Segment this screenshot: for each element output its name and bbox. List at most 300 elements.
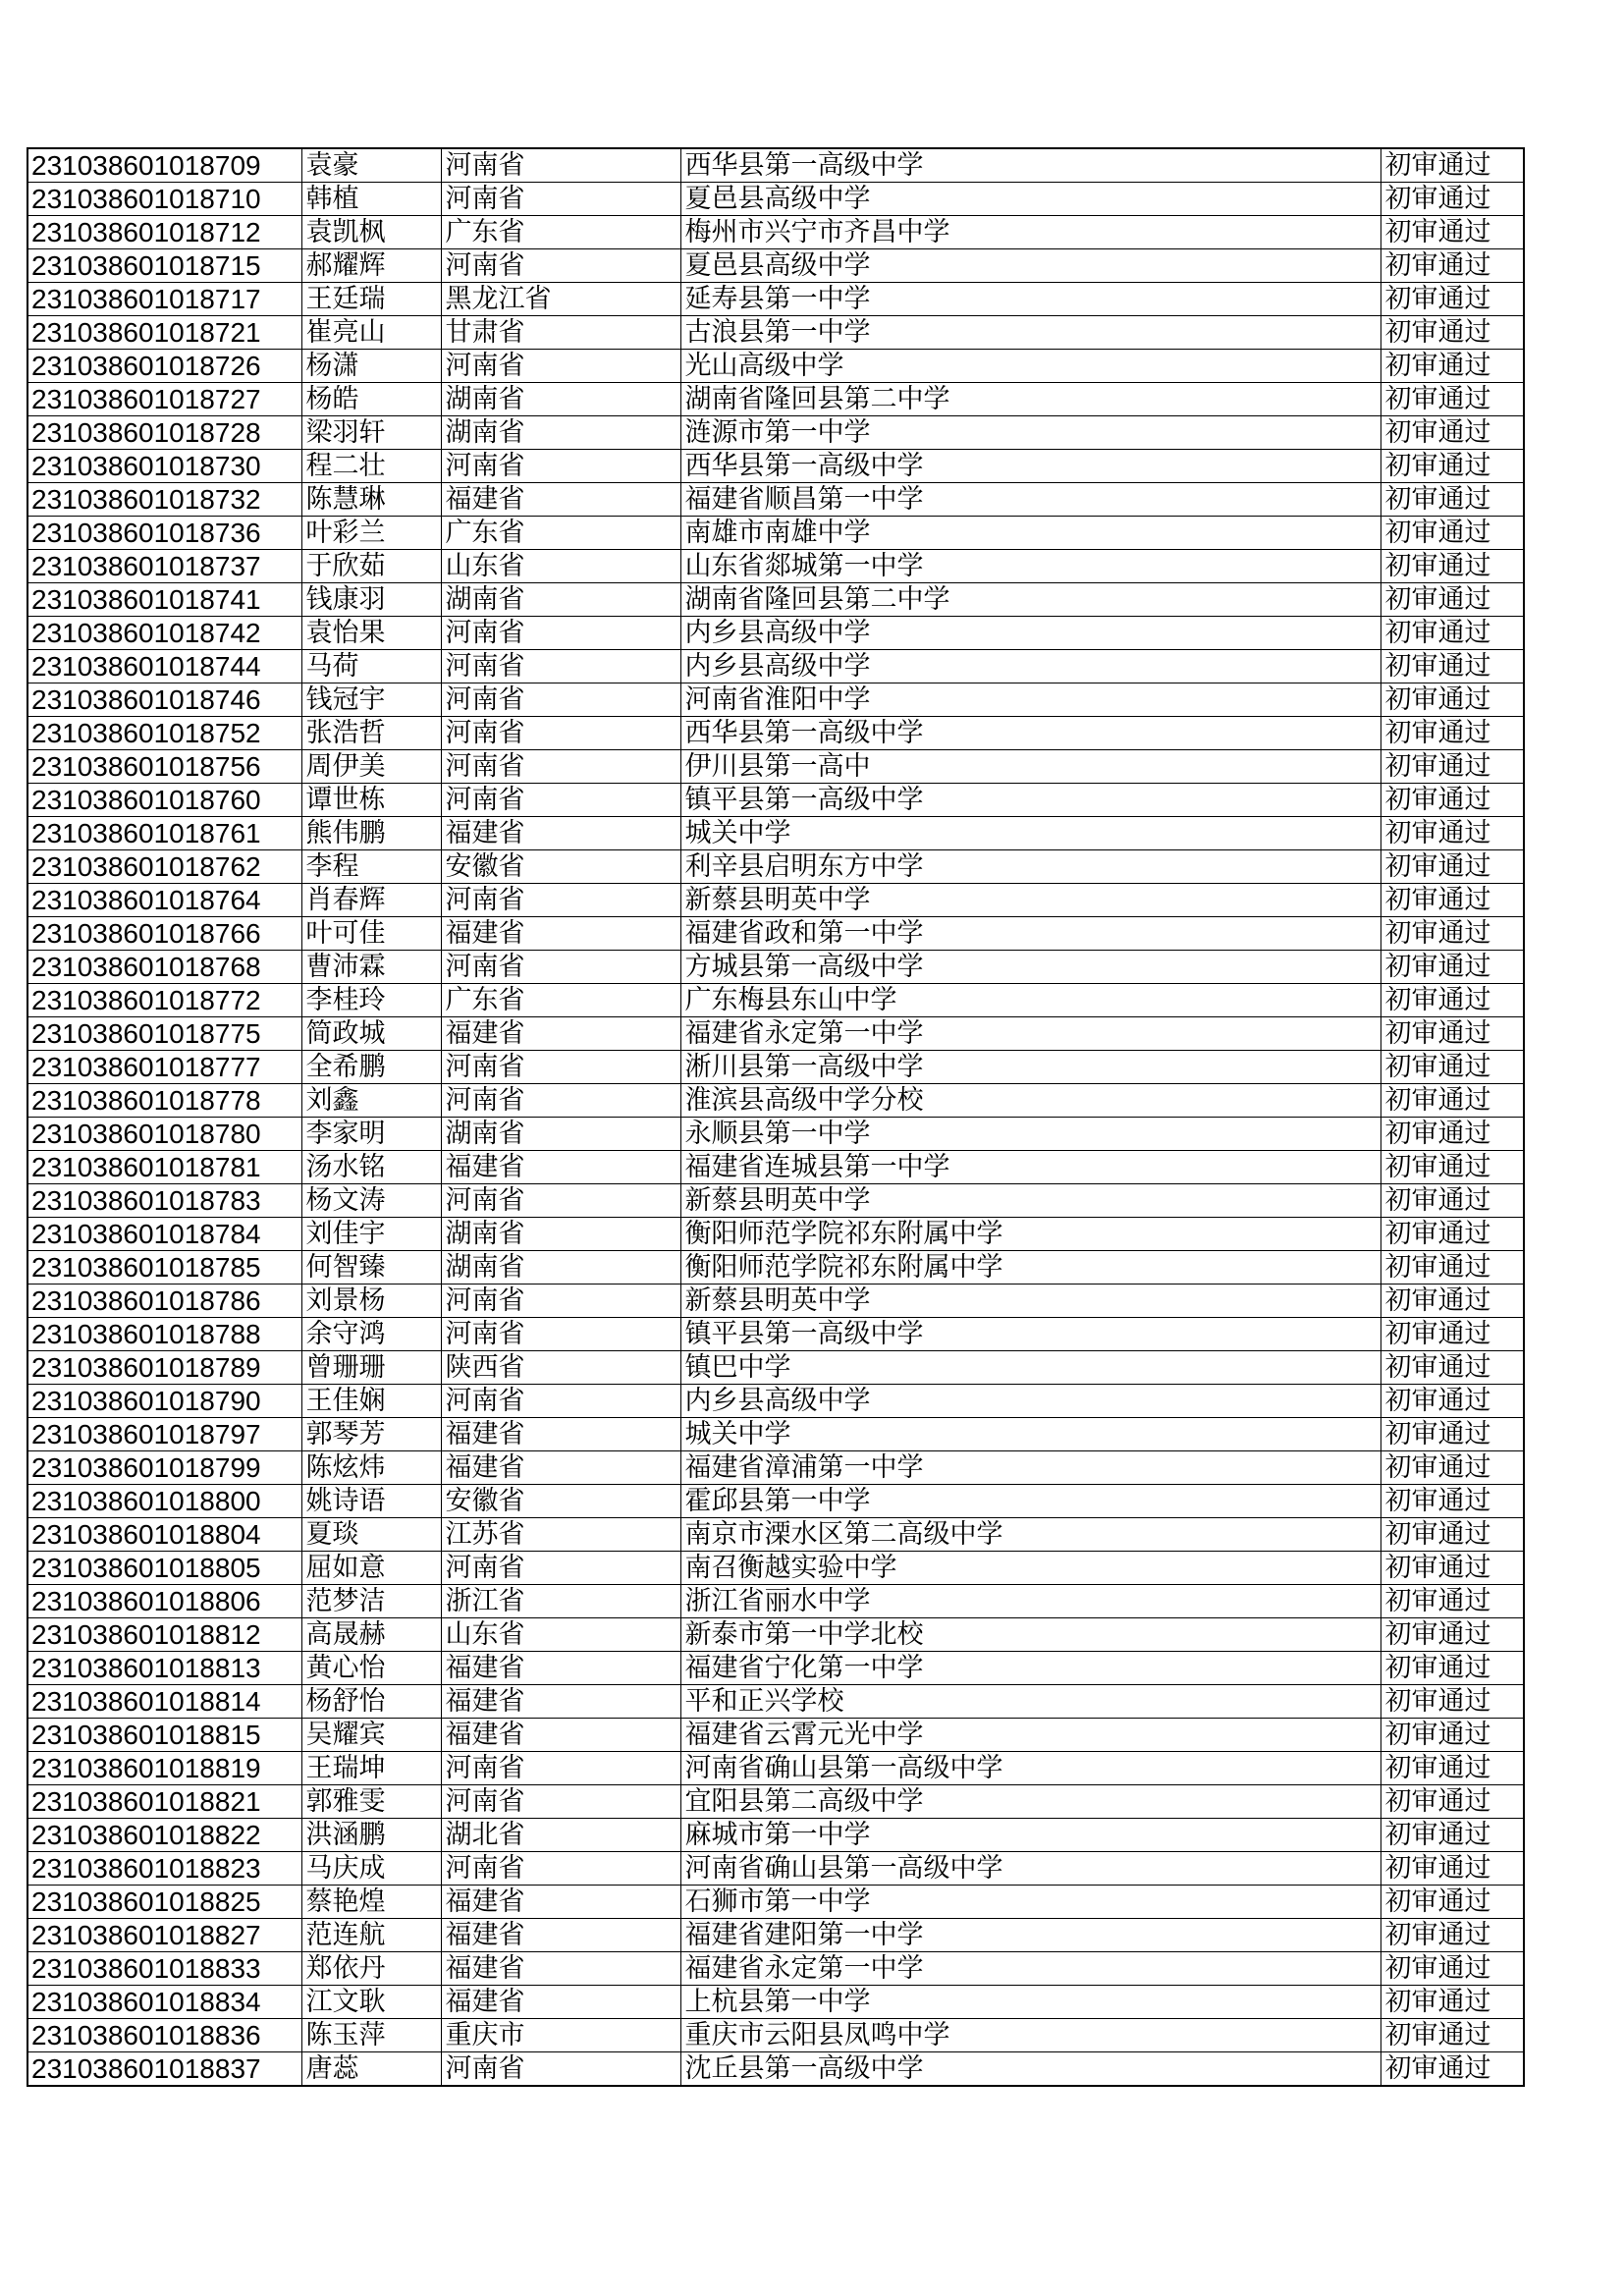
province-cell: 河南省 (441, 1285, 680, 1318)
student-name-cell: 袁凯枫 (301, 216, 441, 249)
student-name-cell: 杨舒怡 (301, 1685, 441, 1719)
student-name-cell: 李桂玲 (301, 984, 441, 1017)
registration-id-cell: 231038601018799 (27, 1451, 301, 1485)
table-row (27, 1852, 1524, 1886)
student-name-cell: 韩植 (301, 183, 441, 216)
table-row (27, 1017, 1524, 1051)
table-row (27, 1719, 1524, 1752)
school-cell: 石狮市第一中学 (680, 1886, 1380, 1919)
province-cell: 河南省 (441, 450, 680, 483)
province-cell: 江苏省 (441, 1518, 680, 1552)
review-status-cell: 初审通过 (1380, 1251, 1524, 1285)
student-name-cell: 马庆成 (301, 1852, 441, 1886)
province-cell: 河南省 (441, 1051, 680, 1084)
province-cell: 福建省 (441, 1886, 680, 1919)
school-cell: 福建省永定第一中学 (680, 1952, 1380, 1986)
registration-id-cell: 231038601018760 (27, 784, 301, 817)
registration-id-cell: 231038601018761 (27, 817, 301, 850)
review-status-cell: 初审通过 (1380, 2019, 1524, 2052)
student-name-cell: 肖春辉 (301, 884, 441, 917)
table-row (27, 683, 1524, 717)
school-cell: 上杭县第一中学 (680, 1986, 1380, 2019)
school-cell: 内乡县高级中学 (680, 617, 1380, 650)
province-cell: 广东省 (441, 984, 680, 1017)
registration-id-cell: 231038601018815 (27, 1719, 301, 1752)
table-row (27, 1886, 1524, 1919)
table-row (27, 1351, 1524, 1385)
table-row (27, 216, 1524, 249)
table-row (27, 917, 1524, 951)
province-cell: 福建省 (441, 1719, 680, 1752)
province-cell: 河南省 (441, 1552, 680, 1585)
table-row (27, 416, 1524, 450)
school-cell: 福建省漳浦第一中学 (680, 1451, 1380, 1485)
school-cell: 福建省建阳第一中学 (680, 1919, 1380, 1952)
registration-id-cell: 231038601018812 (27, 1618, 301, 1652)
review-status-cell: 初审通过 (1380, 583, 1524, 617)
province-cell: 山东省 (441, 550, 680, 583)
school-cell: 镇平县第一高级中学 (680, 1318, 1380, 1351)
table-row (27, 717, 1524, 750)
student-name-cell: 周伊美 (301, 750, 441, 784)
review-status-cell: 初审通过 (1380, 650, 1524, 683)
province-cell: 福建省 (441, 1017, 680, 1051)
table-row (27, 1385, 1524, 1418)
school-cell: 平和正兴学校 (680, 1685, 1380, 1719)
registration-id-cell: 231038601018786 (27, 1285, 301, 1318)
review-status-cell: 初审通过 (1380, 416, 1524, 450)
school-cell: 南雄市南雄中学 (680, 517, 1380, 550)
school-cell: 福建省永定第一中学 (680, 1017, 1380, 1051)
review-status-cell: 初审通过 (1380, 1218, 1524, 1251)
review-status-cell: 初审通过 (1380, 1118, 1524, 1151)
registration-id-cell: 231038601018834 (27, 1986, 301, 2019)
student-name-cell: 曹沛霖 (301, 951, 441, 984)
province-cell: 湖南省 (441, 583, 680, 617)
review-status-cell: 初审通过 (1380, 1451, 1524, 1485)
review-status-cell: 初审通过 (1380, 1351, 1524, 1385)
review-status-cell: 初审通过 (1380, 216, 1524, 249)
school-cell: 福建省顺昌第一中学 (680, 483, 1380, 517)
review-status-cell: 初审通过 (1380, 148, 1524, 183)
school-cell: 内乡县高级中学 (680, 650, 1380, 683)
table-row (27, 951, 1524, 984)
registration-id-cell: 231038601018833 (27, 1952, 301, 1986)
table-row (27, 1685, 1524, 1719)
table-row (27, 1919, 1524, 1952)
school-cell: 福建省政和第一中学 (680, 917, 1380, 951)
registration-id-cell: 231038601018797 (27, 1418, 301, 1451)
school-cell: 新蔡县明英中学 (680, 1285, 1380, 1318)
table-row (27, 650, 1524, 683)
table-row (27, 984, 1524, 1017)
table-row (27, 1084, 1524, 1118)
review-status-cell: 初审通过 (1380, 1685, 1524, 1719)
table-row (27, 1752, 1524, 1785)
review-status-cell: 初审通过 (1380, 450, 1524, 483)
review-status-cell: 初审通过 (1380, 750, 1524, 784)
province-cell: 重庆市 (441, 2019, 680, 2052)
registration-id-cell: 231038601018775 (27, 1017, 301, 1051)
school-cell: 方城县第一高级中学 (680, 951, 1380, 984)
registration-id-cell: 231038601018777 (27, 1051, 301, 1084)
registration-id-cell: 231038601018732 (27, 483, 301, 517)
province-cell: 河南省 (441, 1752, 680, 1785)
table-row (27, 784, 1524, 817)
student-name-cell: 崔亮山 (301, 316, 441, 350)
province-cell: 福建省 (441, 1451, 680, 1485)
school-cell: 福建省宁化第一中学 (680, 1652, 1380, 1685)
province-cell: 湖南省 (441, 1251, 680, 1285)
school-cell: 沈丘县第一高级中学 (680, 2052, 1380, 2087)
student-name-cell: 洪涵鹏 (301, 1819, 441, 1852)
school-cell: 南召衡越实验中学 (680, 1552, 1380, 1585)
student-name-cell: 郝耀辉 (301, 249, 441, 283)
school-cell: 宜阳县第二高级中学 (680, 1785, 1380, 1819)
registration-id-cell: 231038601018741 (27, 583, 301, 617)
student-name-cell: 夏琰 (301, 1518, 441, 1552)
review-status-cell: 初审通过 (1380, 1318, 1524, 1351)
student-name-cell: 杨文涛 (301, 1184, 441, 1218)
registration-id-cell: 231038601018827 (27, 1919, 301, 1952)
province-cell: 河南省 (441, 1785, 680, 1819)
school-cell: 重庆市云阳县凤鸣中学 (680, 2019, 1380, 2052)
student-name-cell: 高晟赫 (301, 1618, 441, 1652)
province-cell: 河南省 (441, 884, 680, 917)
registration-id-cell: 231038601018783 (27, 1184, 301, 1218)
school-cell: 夏邑县高级中学 (680, 249, 1380, 283)
school-cell: 涟源市第一中学 (680, 416, 1380, 450)
review-status-cell: 初审通过 (1380, 550, 1524, 583)
province-cell: 黑龙江省 (441, 283, 680, 316)
school-cell: 西华县第一高级中学 (680, 717, 1380, 750)
table-row (27, 316, 1524, 350)
review-status-cell: 初审通过 (1380, 1752, 1524, 1785)
review-status-cell: 初审通过 (1380, 951, 1524, 984)
registration-id-cell: 231038601018736 (27, 517, 301, 550)
province-cell: 广东省 (441, 517, 680, 550)
review-status-cell: 初审通过 (1380, 884, 1524, 917)
table-row (27, 884, 1524, 917)
school-cell: 衡阳师范学院祁东附属中学 (680, 1218, 1380, 1251)
registration-id-cell: 231038601018804 (27, 1518, 301, 1552)
registration-id-cell: 231038601018789 (27, 1351, 301, 1385)
table-row (27, 249, 1524, 283)
province-cell: 湖北省 (441, 1819, 680, 1852)
student-name-cell: 程二壮 (301, 450, 441, 483)
registration-id-cell: 231038601018836 (27, 2019, 301, 2052)
province-cell: 广东省 (441, 216, 680, 249)
province-cell: 河南省 (441, 183, 680, 216)
table-row (27, 283, 1524, 316)
table-row (27, 817, 1524, 850)
province-cell: 河南省 (441, 148, 680, 183)
registration-id-cell: 231038601018717 (27, 283, 301, 316)
registration-id-cell: 231038601018780 (27, 1118, 301, 1151)
province-cell: 湖南省 (441, 1218, 680, 1251)
table-row (27, 148, 1524, 183)
school-cell: 城关中学 (680, 1418, 1380, 1451)
school-cell: 新泰市第一中学北校 (680, 1618, 1380, 1652)
registration-id-cell: 231038601018814 (27, 1685, 301, 1719)
school-cell: 淮滨县高级中学分校 (680, 1084, 1380, 1118)
review-status-cell: 初审通过 (1380, 1785, 1524, 1819)
review-status-cell: 初审通过 (1380, 1017, 1524, 1051)
school-cell: 浙江省丽水中学 (680, 1585, 1380, 1618)
student-name-cell: 钱康羽 (301, 583, 441, 617)
registration-id-cell: 231038601018721 (27, 316, 301, 350)
student-name-cell: 杨潇 (301, 350, 441, 383)
school-cell: 利辛县启明东方中学 (680, 850, 1380, 884)
student-name-cell: 全希鹏 (301, 1051, 441, 1084)
table-row (27, 350, 1524, 383)
school-cell: 新蔡县明英中学 (680, 1184, 1380, 1218)
school-cell: 南京市溧水区第二高级中学 (680, 1518, 1380, 1552)
registration-id-cell: 231038601018784 (27, 1218, 301, 1251)
student-name-cell: 姚诗语 (301, 1485, 441, 1518)
registration-id-cell: 231038601018785 (27, 1251, 301, 1285)
province-cell: 河南省 (441, 1184, 680, 1218)
student-name-cell: 范梦洁 (301, 1585, 441, 1618)
registration-id-cell: 231038601018825 (27, 1886, 301, 1919)
review-status-cell: 初审通过 (1380, 1151, 1524, 1184)
student-name-cell: 刘景杨 (301, 1285, 441, 1318)
registration-id-cell: 231038601018788 (27, 1318, 301, 1351)
student-name-cell: 范连航 (301, 1919, 441, 1952)
registration-id-cell: 231038601018727 (27, 383, 301, 416)
table-row (27, 1952, 1524, 1986)
province-cell: 福建省 (441, 1986, 680, 2019)
school-cell: 伊川县第一高中 (680, 750, 1380, 784)
student-name-cell: 杨皓 (301, 383, 441, 416)
review-status-cell: 初审通过 (1380, 1418, 1524, 1451)
review-status-cell: 初审通过 (1380, 2052, 1524, 2087)
student-name-cell: 屈如意 (301, 1552, 441, 1585)
table-row (27, 583, 1524, 617)
table-row (27, 617, 1524, 650)
registration-id-cell: 231038601018800 (27, 1485, 301, 1518)
school-cell: 湖南省隆回县第二中学 (680, 583, 1380, 617)
registration-id-cell: 231038601018823 (27, 1852, 301, 1886)
registration-id-cell: 231038601018778 (27, 1084, 301, 1118)
province-cell: 河南省 (441, 1318, 680, 1351)
student-name-cell: 王廷瑞 (301, 283, 441, 316)
student-name-cell: 汤水铭 (301, 1151, 441, 1184)
table-row (27, 1618, 1524, 1652)
school-cell: 梅州市兴宁市齐昌中学 (680, 216, 1380, 249)
student-name-cell: 王瑞坤 (301, 1752, 441, 1785)
school-cell: 新蔡县明英中学 (680, 884, 1380, 917)
school-cell: 延寿县第一中学 (680, 283, 1380, 316)
school-cell: 西华县第一高级中学 (680, 148, 1380, 183)
province-cell: 河南省 (441, 249, 680, 283)
province-cell: 福建省 (441, 817, 680, 850)
province-cell: 河南省 (441, 951, 680, 984)
registration-id-cell: 231038601018709 (27, 148, 301, 183)
review-status-cell: 初审通过 (1380, 1952, 1524, 1986)
registration-id-cell: 231038601018790 (27, 1385, 301, 1418)
registration-id-cell: 231038601018772 (27, 984, 301, 1017)
student-name-cell: 李家明 (301, 1118, 441, 1151)
review-status-cell: 初审通过 (1380, 517, 1524, 550)
province-cell: 河南省 (441, 750, 680, 784)
review-status-cell: 初审通过 (1380, 817, 1524, 850)
review-status-cell: 初审通过 (1380, 984, 1524, 1017)
review-status-cell: 初审通过 (1380, 1719, 1524, 1752)
school-cell: 福建省连城县第一中学 (680, 1151, 1380, 1184)
school-cell: 霍邱县第一中学 (680, 1485, 1380, 1518)
table-row (27, 1819, 1524, 1852)
school-cell: 广东梅县东山中学 (680, 984, 1380, 1017)
school-cell: 湖南省隆回县第二中学 (680, 383, 1380, 416)
review-status-cell: 初审通过 (1380, 850, 1524, 884)
review-status-cell: 初审通过 (1380, 383, 1524, 416)
province-cell: 福建省 (441, 1952, 680, 1986)
school-cell: 镇巴中学 (680, 1351, 1380, 1385)
school-cell: 河南省淮阳中学 (680, 683, 1380, 717)
student-name-cell: 余守鸿 (301, 1318, 441, 1351)
review-status-cell: 初审通过 (1380, 1886, 1524, 1919)
province-cell: 河南省 (441, 650, 680, 683)
review-status-cell: 初审通过 (1380, 1184, 1524, 1218)
school-cell: 光山高级中学 (680, 350, 1380, 383)
table-row (27, 1652, 1524, 1685)
registration-id-cell: 231038601018730 (27, 450, 301, 483)
review-status-cell: 初审通过 (1380, 1652, 1524, 1685)
school-cell: 福建省云霄元光中学 (680, 1719, 1380, 1752)
province-cell: 安徽省 (441, 1485, 680, 1518)
province-cell: 福建省 (441, 1418, 680, 1451)
table-row (27, 2052, 1524, 2087)
table-row (27, 1451, 1524, 1485)
province-cell: 陕西省 (441, 1351, 680, 1385)
student-name-cell: 袁怡果 (301, 617, 441, 650)
table-row (27, 1218, 1524, 1251)
student-name-cell: 王佳娴 (301, 1385, 441, 1418)
registration-id-cell: 231038601018766 (27, 917, 301, 951)
student-name-cell: 唐蕊 (301, 2052, 441, 2087)
student-name-cell: 吴耀宾 (301, 1719, 441, 1752)
student-name-cell: 谭世栋 (301, 784, 441, 817)
school-cell: 内乡县高级中学 (680, 1385, 1380, 1418)
registration-id-cell: 231038601018715 (27, 249, 301, 283)
student-name-cell: 简政城 (301, 1017, 441, 1051)
province-cell: 河南省 (441, 2052, 680, 2087)
review-status-cell: 初审通过 (1380, 1852, 1524, 1886)
school-cell: 淅川县第一高级中学 (680, 1051, 1380, 1084)
review-status-cell: 初审通过 (1380, 283, 1524, 316)
review-status-cell: 初审通过 (1380, 784, 1524, 817)
student-name-cell: 黄心怡 (301, 1652, 441, 1685)
province-cell: 湖南省 (441, 1118, 680, 1151)
table-row (27, 517, 1524, 550)
province-cell: 福建省 (441, 1919, 680, 1952)
review-status-cell: 初审通过 (1380, 1385, 1524, 1418)
registration-id-cell: 231038601018726 (27, 350, 301, 383)
province-cell: 浙江省 (441, 1585, 680, 1618)
review-status-cell: 初审通过 (1380, 1986, 1524, 2019)
registration-id-cell: 231038601018768 (27, 951, 301, 984)
table-row (27, 1518, 1524, 1552)
registration-id-cell: 231038601018822 (27, 1819, 301, 1852)
table-row (27, 1552, 1524, 1585)
student-name-cell: 熊伟鹏 (301, 817, 441, 850)
student-name-cell: 郭琴芳 (301, 1418, 441, 1451)
school-cell: 城关中学 (680, 817, 1380, 850)
review-status-cell: 初审通过 (1380, 350, 1524, 383)
registration-id-cell: 231038601018712 (27, 216, 301, 249)
results-table-body (27, 148, 1524, 2086)
student-name-cell: 叶可佳 (301, 917, 441, 951)
review-status-cell: 初审通过 (1380, 316, 1524, 350)
student-name-cell: 郑依丹 (301, 1952, 441, 1986)
review-status-cell: 初审通过 (1380, 1285, 1524, 1318)
school-cell: 山东省郯城第一中学 (680, 550, 1380, 583)
review-status-cell: 初审通过 (1380, 617, 1524, 650)
table-row (27, 1184, 1524, 1218)
registration-id-cell: 231038601018746 (27, 683, 301, 717)
registration-id-cell: 231038601018837 (27, 2052, 301, 2087)
review-status-cell: 初审通过 (1380, 483, 1524, 517)
province-cell: 福建省 (441, 1151, 680, 1184)
table-row (27, 1485, 1524, 1518)
student-name-cell: 何智臻 (301, 1251, 441, 1285)
results-table (27, 147, 1525, 2087)
province-cell: 湖南省 (441, 416, 680, 450)
table-row (27, 1418, 1524, 1451)
student-name-cell: 张浩哲 (301, 717, 441, 750)
table-row (27, 183, 1524, 216)
student-name-cell: 曾珊珊 (301, 1351, 441, 1385)
review-status-cell: 初审通过 (1380, 1485, 1524, 1518)
school-cell: 古浪县第一中学 (680, 316, 1380, 350)
review-status-cell: 初审通过 (1380, 1819, 1524, 1852)
review-status-cell: 初审通过 (1380, 1919, 1524, 1952)
registration-id-cell: 231038601018764 (27, 884, 301, 917)
review-status-cell: 初审通过 (1380, 249, 1524, 283)
province-cell: 福建省 (441, 1685, 680, 1719)
province-cell: 河南省 (441, 1385, 680, 1418)
student-name-cell: 陈慧琳 (301, 483, 441, 517)
review-status-cell: 初审通过 (1380, 1552, 1524, 1585)
registration-id-cell: 231038601018728 (27, 416, 301, 450)
table-row (27, 1318, 1524, 1351)
student-name-cell: 刘佳宇 (301, 1218, 441, 1251)
student-name-cell: 李程 (301, 850, 441, 884)
school-cell: 永顺县第一中学 (680, 1118, 1380, 1151)
student-name-cell: 陈炫炜 (301, 1451, 441, 1485)
student-name-cell: 于欣茹 (301, 550, 441, 583)
student-name-cell: 蔡艳煌 (301, 1886, 441, 1919)
province-cell: 福建省 (441, 917, 680, 951)
table-row (27, 1118, 1524, 1151)
province-cell: 河南省 (441, 784, 680, 817)
table-row (27, 2019, 1524, 2052)
registration-id-cell: 231038601018806 (27, 1585, 301, 1618)
review-status-cell: 初审通过 (1380, 1518, 1524, 1552)
review-status-cell: 初审通过 (1380, 1051, 1524, 1084)
province-cell: 甘肃省 (441, 316, 680, 350)
student-name-cell: 郭雅雯 (301, 1785, 441, 1819)
student-name-cell: 袁豪 (301, 148, 441, 183)
school-cell: 西华县第一高级中学 (680, 450, 1380, 483)
review-status-cell: 初审通过 (1380, 183, 1524, 216)
registration-id-cell: 231038601018805 (27, 1552, 301, 1585)
review-status-cell: 初审通过 (1380, 1585, 1524, 1618)
review-status-cell: 初审通过 (1380, 683, 1524, 717)
student-name-cell: 钱冠宇 (301, 683, 441, 717)
registration-id-cell: 231038601018742 (27, 617, 301, 650)
